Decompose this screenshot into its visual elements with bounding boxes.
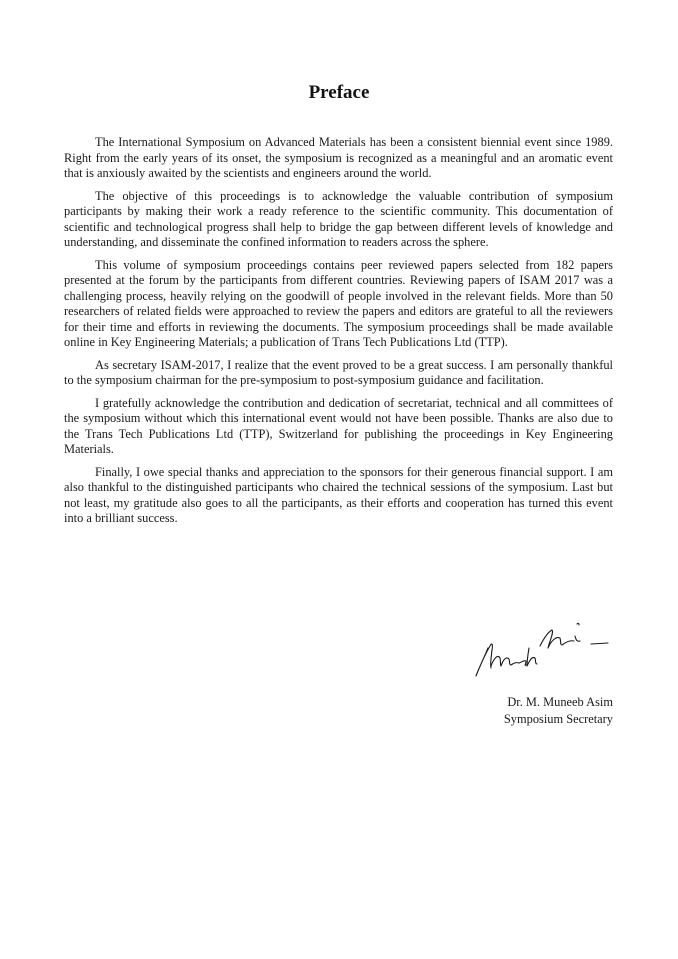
- page-title: Preface: [308, 82, 370, 103]
- signatory-role: Symposium Secretary: [503, 712, 613, 726]
- handwritten-signature: [474, 608, 614, 680]
- paragraph-3: This volume of symposium proceedings contains peer reviewed papers selected from 182 papers presented at the forum by the participants from different countries. Reviewing papers of ISAM 2017 was a challenging process, heavily relying on the goodwill of people involved in the relevant fields. More than 50 researchers of related fields were approached to review the papers and editors are grateful to all the reviewers for their time and efforts in reviewing the documents. The symposium proceedings shall be made available online in Key Engineering Materials; a publication of Trans Tech Publications Ltd (TTP).: [64, 257, 613, 349]
- signature-block: [504, 694, 613, 728]
- paragraph-1: The International Symposium on Advanced Materials has been a consistent biennial event since 1989. Right from the early years of its onset, the symposium is recognized as a meaningful and an aromatic event that is anxiously awaited by the scientists and engineers around the world.: [64, 135, 613, 180]
- paragraph-4: As secretary ISAM-2017, I realize that the event proved to be a great success. I am personally thankful to the symposium chairman for the pre-symposium to post-symposium guidance and facilitation.: [64, 357, 613, 387]
- signatory-name: Dr. M. Muneeb Asim: [507, 695, 613, 709]
- paragraph-6: Finally, I owe special thanks and appreciation to the sponsors for their generous financial support. I am also thankful to the distinguished participants who chaired the technical sessions of the symposium. Last but not least, my gratitude also goes to all the participants, as their efforts and cooperation has turned this event into a brilliant success.: [64, 464, 613, 525]
- paragraph-2: The objective of this proceedings is to acknowledge the valuable contribution of symposium participants by making their work a ready reference to the scientific community. This documentation of scientific and technological progress shall help to bridge the gap between different levels of knowledge and understanding, and disseminate the confined information to readers across the sphere.: [64, 188, 613, 249]
- preface-body: [64, 135, 613, 534]
- paragraph-5: I gratefully acknowledge the contribution and dedication of secretariat, technical and all committees of the symposium without which this international event would not have been possible. Thanks are also due to the Trans Tech Publications Ltd (TTP), Switzerland for publishing the proceedings in Key Engineering Materials.: [64, 395, 613, 456]
